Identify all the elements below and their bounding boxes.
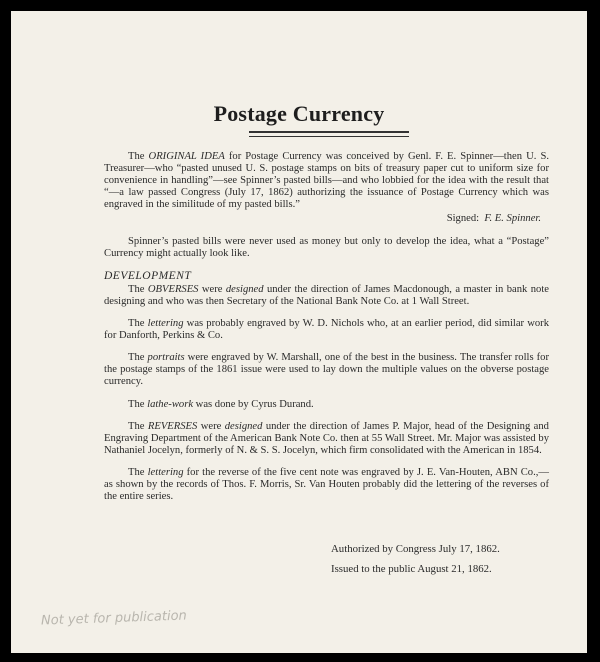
section-heading-development: DEVELOPMENT bbox=[104, 269, 192, 282]
issued-date: Issued to the public August 21, 1862. bbox=[331, 563, 492, 575]
document-title: Postage Currency bbox=[213, 101, 385, 126]
paragraph-lettering: The lettering was probably engraved by W. D. Nichols who, at an earlier period, did similar work for Danforth, Perkins & Co. bbox=[104, 318, 549, 342]
paragraph-reverse-lettering: The lettering for the reverse of the five cent note was engraved by J. E. Van-Houten, ABN Co.,—as shown by the records of Thos. F. Morris, Sr. Van Houten probably did the lettering of the reverses of the entire series. bbox=[104, 466, 549, 503]
signature-name: F. E. Spinner. bbox=[484, 213, 541, 225]
title-rule-top bbox=[249, 131, 409, 133]
handwritten-note: Not yet for publication bbox=[40, 608, 188, 629]
paragraph-reverses: The REVERSES were designed under the direction of James P. Major, head of the Designing and Engraving Department of the American Bank Note Co. then at 55 Wall Street. Mr. Major was assisted by Nathaniel Jocelyn, formerly of N. & S. S. Jocelyn, which firm consolidated with the American in 1854. bbox=[104, 420, 549, 456]
paragraph-original-idea: The ORIGINAL IDEA for Postage Currency was conceived by Genl. F. E. Spinner—then U. S. Treasurer—who “pasted unused U. S. postage stamps on bits of treasury paper cut to uniform size for convenience in handling”—see Spinner’s pasted bills—and who lobbied for the idea with the result that “—a law passed Congress (July 17, 1862) authorizing the issuance of Postage Currency which was engraved in the similitude of my pasted bills.” bbox=[104, 151, 550, 211]
paragraph-portraits: The portraits were engraved by W. Marshall, one of the best in the business. The transfer rolls for the postage stamps of the 1861 issue were used to lay down the multiple values on the obverse postage currency. bbox=[104, 352, 549, 388]
paragraph-lathe-work: The lathe-work was done by Cyrus Durand. bbox=[128, 398, 314, 410]
signature-line: Signed: F. E. Spinner. bbox=[446, 213, 541, 225]
title-rule-bottom bbox=[249, 136, 409, 137]
paragraph-obverses: The OBVERSES were designed under the direction of James Macdonough, a master in bank note designing and who was then Secretary of the National Bank Note Co. at 1 Wall Street. bbox=[104, 283, 549, 307]
authorized-date: Authorized by Congress July 17, 1862. bbox=[331, 543, 500, 555]
closing-dates bbox=[331, 539, 500, 579]
paragraph-pasted-bills: Spinner’s pasted bills were never used as money but only to develop the idea, what a “Postage” Currency might actually look like. bbox=[104, 235, 549, 259]
document-sheet bbox=[11, 11, 587, 653]
document-body bbox=[104, 151, 549, 513]
